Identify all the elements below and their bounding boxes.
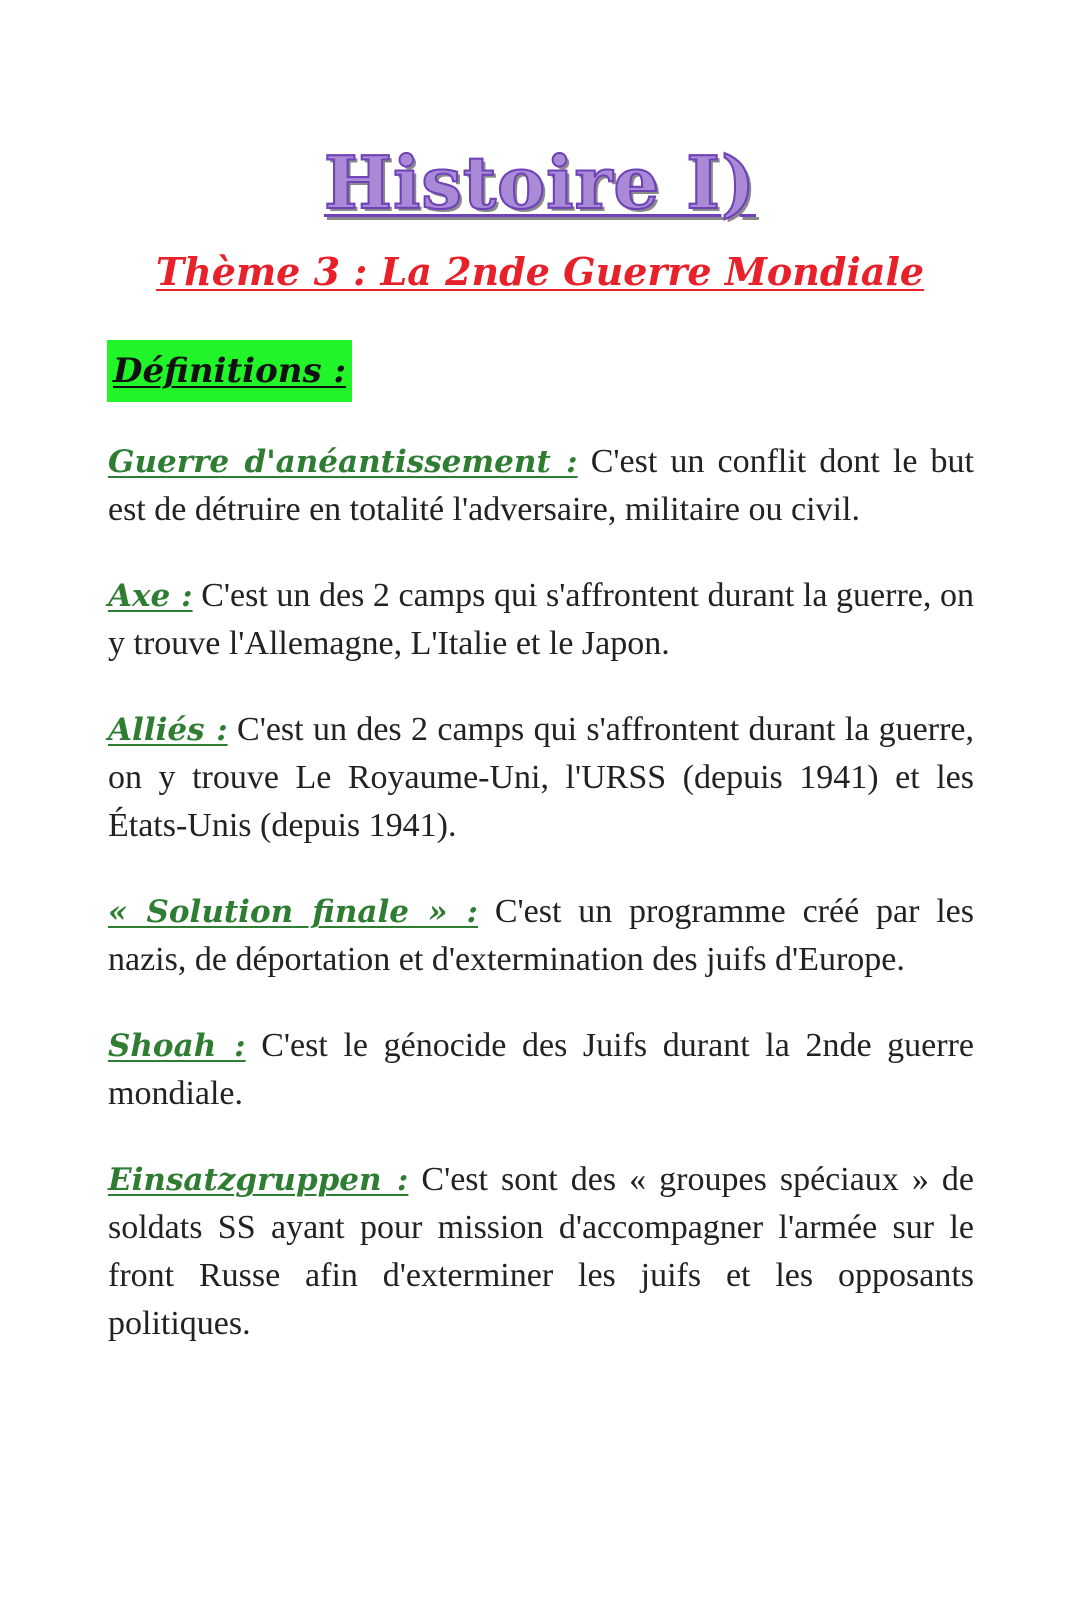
page-title-text: Histoire I) bbox=[323, 140, 757, 225]
definition-axe bbox=[108, 572, 974, 668]
page-title bbox=[0, 138, 1080, 228]
definition-term: Axe : bbox=[108, 578, 193, 614]
definition-solution-finale bbox=[108, 888, 974, 984]
section-heading-definitions bbox=[107, 340, 352, 402]
page-subtitle bbox=[0, 246, 1080, 298]
definition-term: Einsatzgruppen : bbox=[108, 1162, 409, 1198]
section-heading-text: Définitions : bbox=[113, 351, 347, 391]
page-subtitle-text: Thème 3 : La 2nde Guerre Mondiale bbox=[155, 249, 925, 294]
definition-text: C'est un programme créé par les nazis, de déportation et d'extermination des juifs d'Europe. bbox=[108, 893, 974, 978]
definition-text: C'est un des 2 camps qui s'affrontent durant la guerre, on y trouve l'Allemagne, L'Italie et le Japon. bbox=[108, 577, 974, 662]
definition-term: Alliés : bbox=[108, 712, 228, 748]
definitions-list bbox=[108, 438, 974, 1386]
definition-einsatzgruppen bbox=[108, 1156, 974, 1348]
definition-text: C'est le génocide des Juifs durant la 2nde guerre mondiale. bbox=[108, 1027, 975, 1112]
definition-guerre-aneantissement bbox=[108, 438, 974, 534]
definition-term: Shoah : bbox=[108, 1028, 246, 1064]
definition-text: C'est un conflit dont le but est de détruire en totalité l'adversaire, militaire ou civil. bbox=[108, 443, 974, 528]
definition-text: C'est sont des « groupes spéciaux » de soldats SS ayant pour mission d'accompagner l'armée sur le front Russe afin d'exterminer les juifs et les opposants politiques. bbox=[108, 1161, 974, 1342]
definition-term: Guerre d'anéantissement : bbox=[108, 444, 578, 480]
definition-allies bbox=[108, 706, 974, 850]
definition-term: « Solution finale » : bbox=[108, 894, 478, 930]
definition-text: C'est un des 2 camps qui s'affrontent durant la guerre, on y trouve Le Royaume-Uni, l'URSS (depuis 1941) et les États-Unis (depuis 1941). bbox=[108, 711, 974, 844]
definition-shoah bbox=[108, 1022, 974, 1118]
